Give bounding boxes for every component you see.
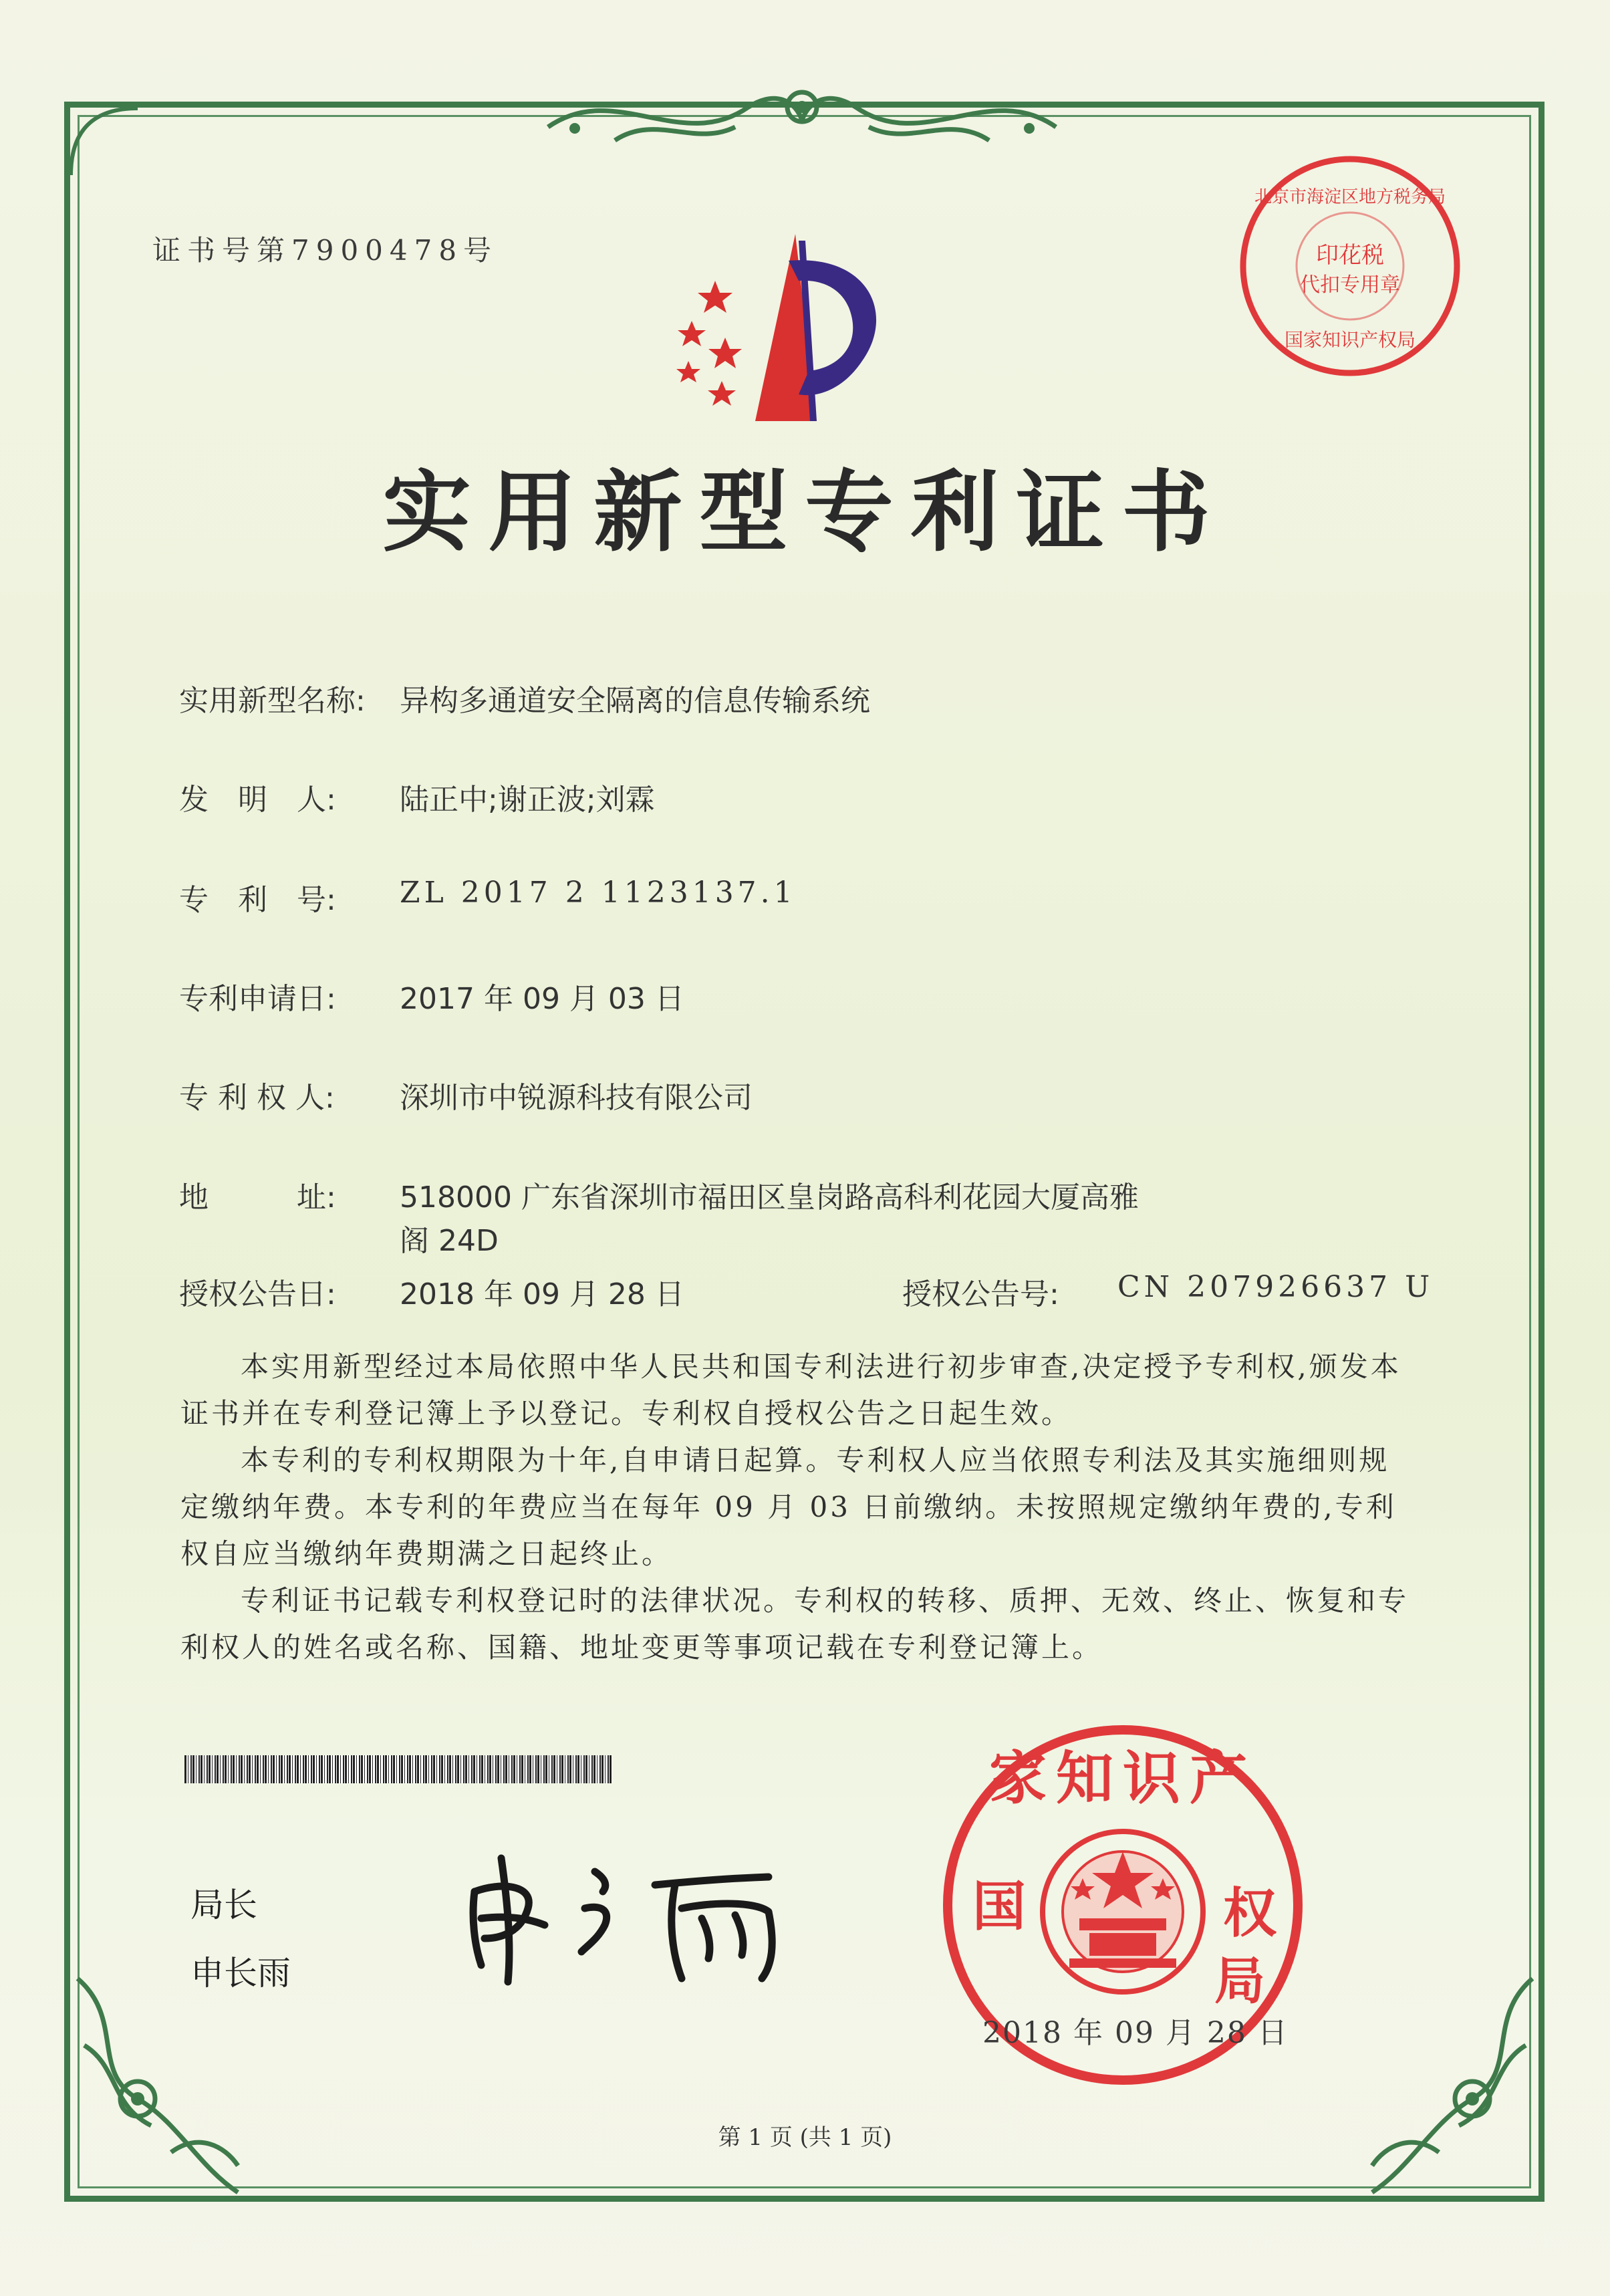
svg-text:北京市海淀区地方税务局: 北京市海淀区地方税务局	[1254, 187, 1446, 207]
director-signature	[454, 1845, 815, 1992]
address-line2: 阁 24D	[400, 1224, 499, 1258]
paragraph-2: 本专利的专利权期限为十年,自申请日起算。专利权人应当依照专利法及其实施细则规定缴纳年费。本专利的年费应当在每年 09 月 03 日前缴纳。未按照规定缴纳年费的,专利权自应当缴纳年费期满之日起终止。	[180, 1444, 1397, 1570]
grant-number-value: CN 207926637 U	[1117, 1270, 1434, 1304]
utility-model-name-value: 异构多通道安全隔离的信息传输系统	[400, 684, 870, 718]
top-left-corner-ornament	[64, 102, 144, 182]
paragraph-3: 专利证书记载专利权登记时的法律状况。专利权的转移、质押、无效、终止、恢复和专利权人的姓名或名称、国籍、地址变更等事项记载在专利登记簿上。	[180, 1584, 1410, 1664]
tax-stamp	[1230, 146, 1470, 386]
grant-number-label: 授权公告号:	[902, 1277, 1059, 1311]
svg-text:国家知识产权局: 国家知识产权局	[1284, 329, 1416, 351]
svg-text:局: 局	[1214, 1951, 1265, 2011]
cnipa-logo	[662, 227, 916, 434]
certificate-number: 证书号第7900478号	[152, 234, 499, 267]
page-title: 实用新型专利证书	[382, 461, 1228, 564]
tax-stamp-text-2: 代扣专用章	[1300, 273, 1400, 297]
filing-date-label: 专利申请日:	[179, 982, 336, 1016]
utility-model-name-label: 实用新型名称:	[179, 684, 366, 718]
body-text	[180, 1344, 1417, 1671]
grant-date-label: 授权公告日:	[179, 1277, 336, 1311]
patent-owner-value: 深圳市中锐源科技有限公司	[400, 1081, 753, 1115]
address-line1: 518000 广东省深圳市福田区皇岗路高科利花园大厦高雅	[400, 1180, 1139, 1215]
director-name: 申长雨	[190, 1954, 291, 1993]
bottom-right-corner-ornament	[1359, 1965, 1546, 2206]
top-ornament	[535, 67, 1069, 167]
inventor-value: 陆正中;谢正波;刘霖	[400, 783, 655, 817]
tax-stamp-text-1: 印花税	[1316, 242, 1384, 269]
paragraph-1: 本实用新型经过本局依照中华人民共和国专利法进行初步审查,决定授予专利权,颁发本证书并在专利登记簿上予以登记。专利权自授权公告之日起生效。	[180, 1350, 1401, 1430]
filing-date-value: 2017 年 09 月 03 日	[400, 982, 684, 1016]
seal-date: 2018 年 09 月 28 日	[982, 2016, 1289, 2050]
patent-number-label: 专 利 号:	[179, 883, 336, 917]
barcode	[184, 1755, 612, 1783]
grant-date-value: 2018 年 09 月 28 日	[400, 1277, 684, 1311]
patent-number-value: ZL 2017 2 1123137.1	[400, 876, 797, 910]
svg-text:家知识产: 家知识产	[989, 1745, 1256, 1812]
bottom-left-corner-ornament	[64, 1965, 251, 2206]
svg-text:国: 国	[972, 1876, 1026, 1938]
inventor-label: 发 明 人:	[179, 783, 336, 817]
director-title: 局长	[190, 1886, 257, 1924]
address-label: 地 址:	[179, 1180, 336, 1215]
page-number: 第 1 页 (共 1 页)	[718, 2124, 892, 2151]
patent-owner-label: 专 利 权 人:	[179, 1081, 335, 1115]
svg-text:权: 权	[1223, 1882, 1277, 1944]
